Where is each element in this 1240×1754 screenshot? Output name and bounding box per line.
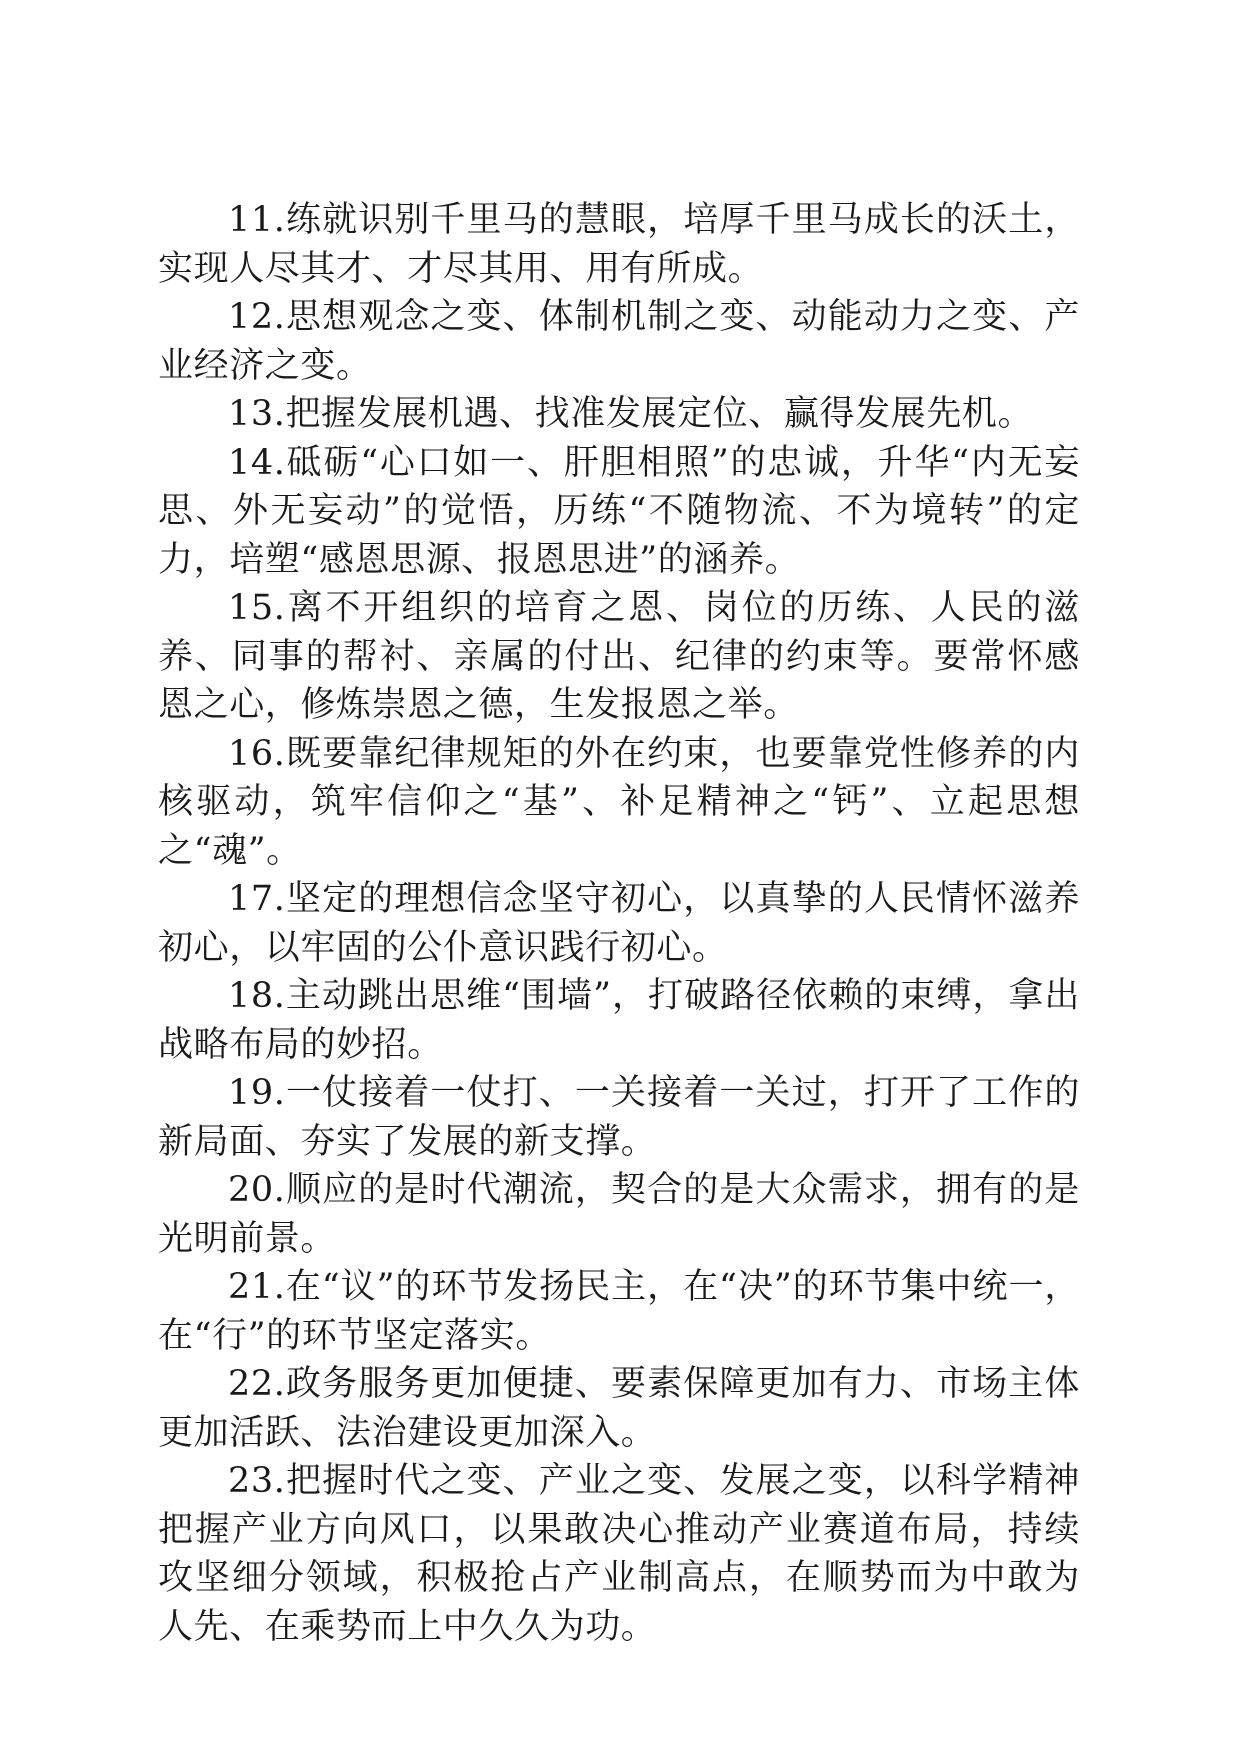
paragraph-17: 17.坚定的理想信念坚守初心，以真挚的人民情怀滋养初心，以牢固的公仆意识践行初心。 [158,879,1080,968]
paragraph-18: 18.主动跳出思维“围墙”，打破路径依赖的束缚，拿出战略布局的妙招。 [158,976,1080,1065]
paragraph-16: 16.既要靠纪律规矩的外在约束，也要靠党性修养的内核驱动，筑牢信仰之“基”、补足精神之“钙”、立起思想之“魂”。 [158,733,1080,871]
paragraph-22: 22.政务服务更加便捷、要素保障更加有力、市场主体更加活跃、法治建设更加深入。 [158,1364,1080,1453]
paragraph-15: 15.离不开组织的培育之恩、岗位的历练、人民的滋养、同事的帮衬、亲属的付出、纪律的约束等。要常怀感恩之心，修炼崇恩之德，生发报恩之举。 [158,588,1080,725]
paragraph-12: 12.思想观念之变、体制机制之变、动能动力之变、产业经济之变。 [158,297,1080,386]
paragraph-20: 20.顺应的是时代潮流，契合的是大众需求，拥有的是光明前景。 [158,1170,1080,1259]
paragraph-11: 11.练就识别千里马的慧眼，培厚千里马成长的沃土，实现人尽其才、才尽其用、用有所成。 [158,200,1080,289]
paragraph-23: 23.把握时代之变、产业之变、发展之变，以科学精神把握产业方向风口，以果敢决心推动产业赛道布局，持续攻坚细分领域，积极抢占产业制高点，在顺势而为中敢为人先、在乘势而上中久久为功。 [158,1461,1080,1647]
document-body [158,196,1080,1651]
paragraph-14: 14.砥砺“心口如一、肝胆相照”的忠诚，升华“内无妄思、外无妄动”的觉悟，历练“不随物流、不为境转”的定力，培塑“感恩思源、报恩思进”的涵养。 [158,442,1080,580]
paragraph-21: 21.在“议”的环节发扬民主，在“决”的环节集中统一，在“行”的环节坚定落实。 [158,1267,1080,1356]
paragraph-19: 19.一仗接着一仗打、一关接着一关过，打开了工作的新局面、夯实了发展的新支撑。 [158,1073,1080,1162]
paragraph-13: 13.把握发展机遇、找准发展定位、赢得发展先机。 [228,394,1034,434]
